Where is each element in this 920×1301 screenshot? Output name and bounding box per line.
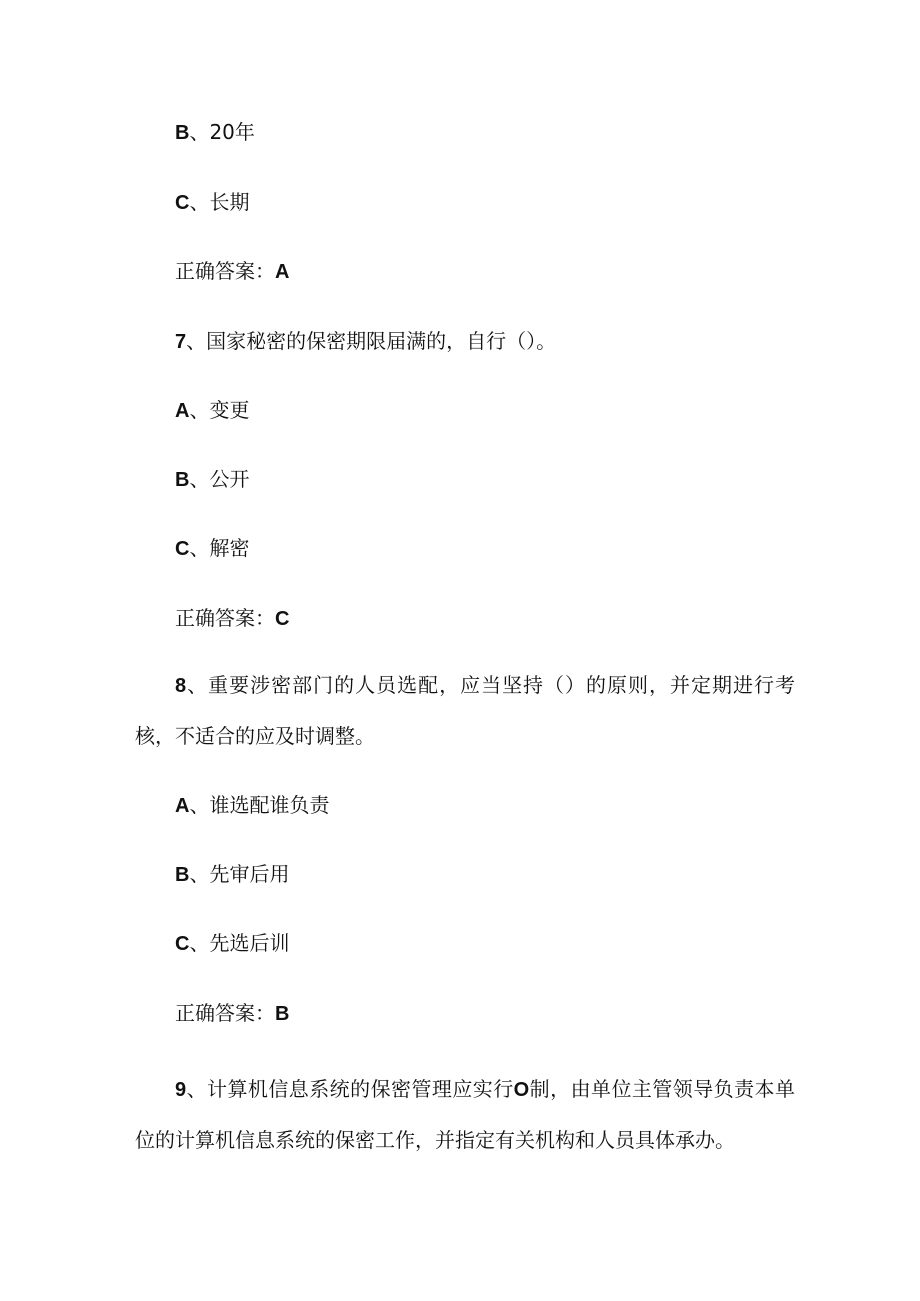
option-letter: A [175,400,190,422]
option-text: 谁选配谁负责 [209,793,330,817]
option-letter: C [175,933,190,955]
option-separator: 、 [189,398,210,422]
option-text: 解密 [209,536,250,560]
question-text-after: 制，由单位主管领导负责本单位的计算机信息系统的保密工作，并指定有关机构和人员具体承办。 [135,1077,796,1152]
question-9 [135,1064,795,1165]
option-separator: 、 [189,793,210,817]
option-c-q7 [175,534,249,563]
option-a-q8 [175,791,329,820]
answer-label: 正确答案： [175,259,275,283]
option-text: 变更 [209,398,250,422]
option-a-q7 [175,396,249,425]
option-letter: B [175,469,190,491]
option-c-q8 [175,929,289,958]
option-letter: B [175,122,190,144]
answer-label: 正确答案： [175,1001,275,1025]
option-text: 先审后用 [209,862,290,886]
option-separator: 、 [189,536,210,560]
option-text: 公开 [209,467,250,491]
option-separator: 、 [189,190,210,214]
option-b-q6 [175,118,255,147]
question-8 [135,660,795,761]
option-separator: 、 [189,862,210,886]
question-separator: 、 [186,673,209,697]
question-number: 7 [175,331,187,353]
option-c-q6 [175,188,249,217]
option-letter: B [175,864,190,886]
question-separator: 、 [186,1077,208,1101]
answer-value: B [275,1003,290,1025]
question-blank-mark: O [513,1079,530,1101]
option-b-q7 [175,465,249,494]
option-separator: 、 [189,467,210,491]
answer-q7 [175,604,289,633]
option-separator: 、 [189,931,210,955]
question-number: 8 [175,675,187,697]
option-letter: A [175,795,190,817]
option-letter: C [175,192,190,214]
question-text: 重要涉密部门的人员选配，应当坚持（）的原则，并定期进行考核，不适合的应及时调整。 [135,673,796,748]
question-number: 9 [175,1079,187,1101]
answer-value: C [275,608,290,630]
question-separator: 、 [186,329,207,353]
answer-q6 [175,257,289,286]
question-7 [175,327,556,356]
option-text: 长期 [209,190,250,214]
question-text-before: 计算机信息系统的保密管理应实行 [207,1077,514,1101]
option-letter: C [175,538,190,560]
option-text: 先选后训 [209,931,290,955]
question-text: 国家秘密的保密期限届满的，自行（）。 [206,329,557,353]
answer-q8 [175,999,289,1028]
option-separator: 、 [189,120,210,144]
answer-label: 正确答案： [175,606,275,630]
answer-value: A [275,261,290,283]
option-text: 20年 [209,120,255,144]
option-b-q8 [175,860,289,889]
